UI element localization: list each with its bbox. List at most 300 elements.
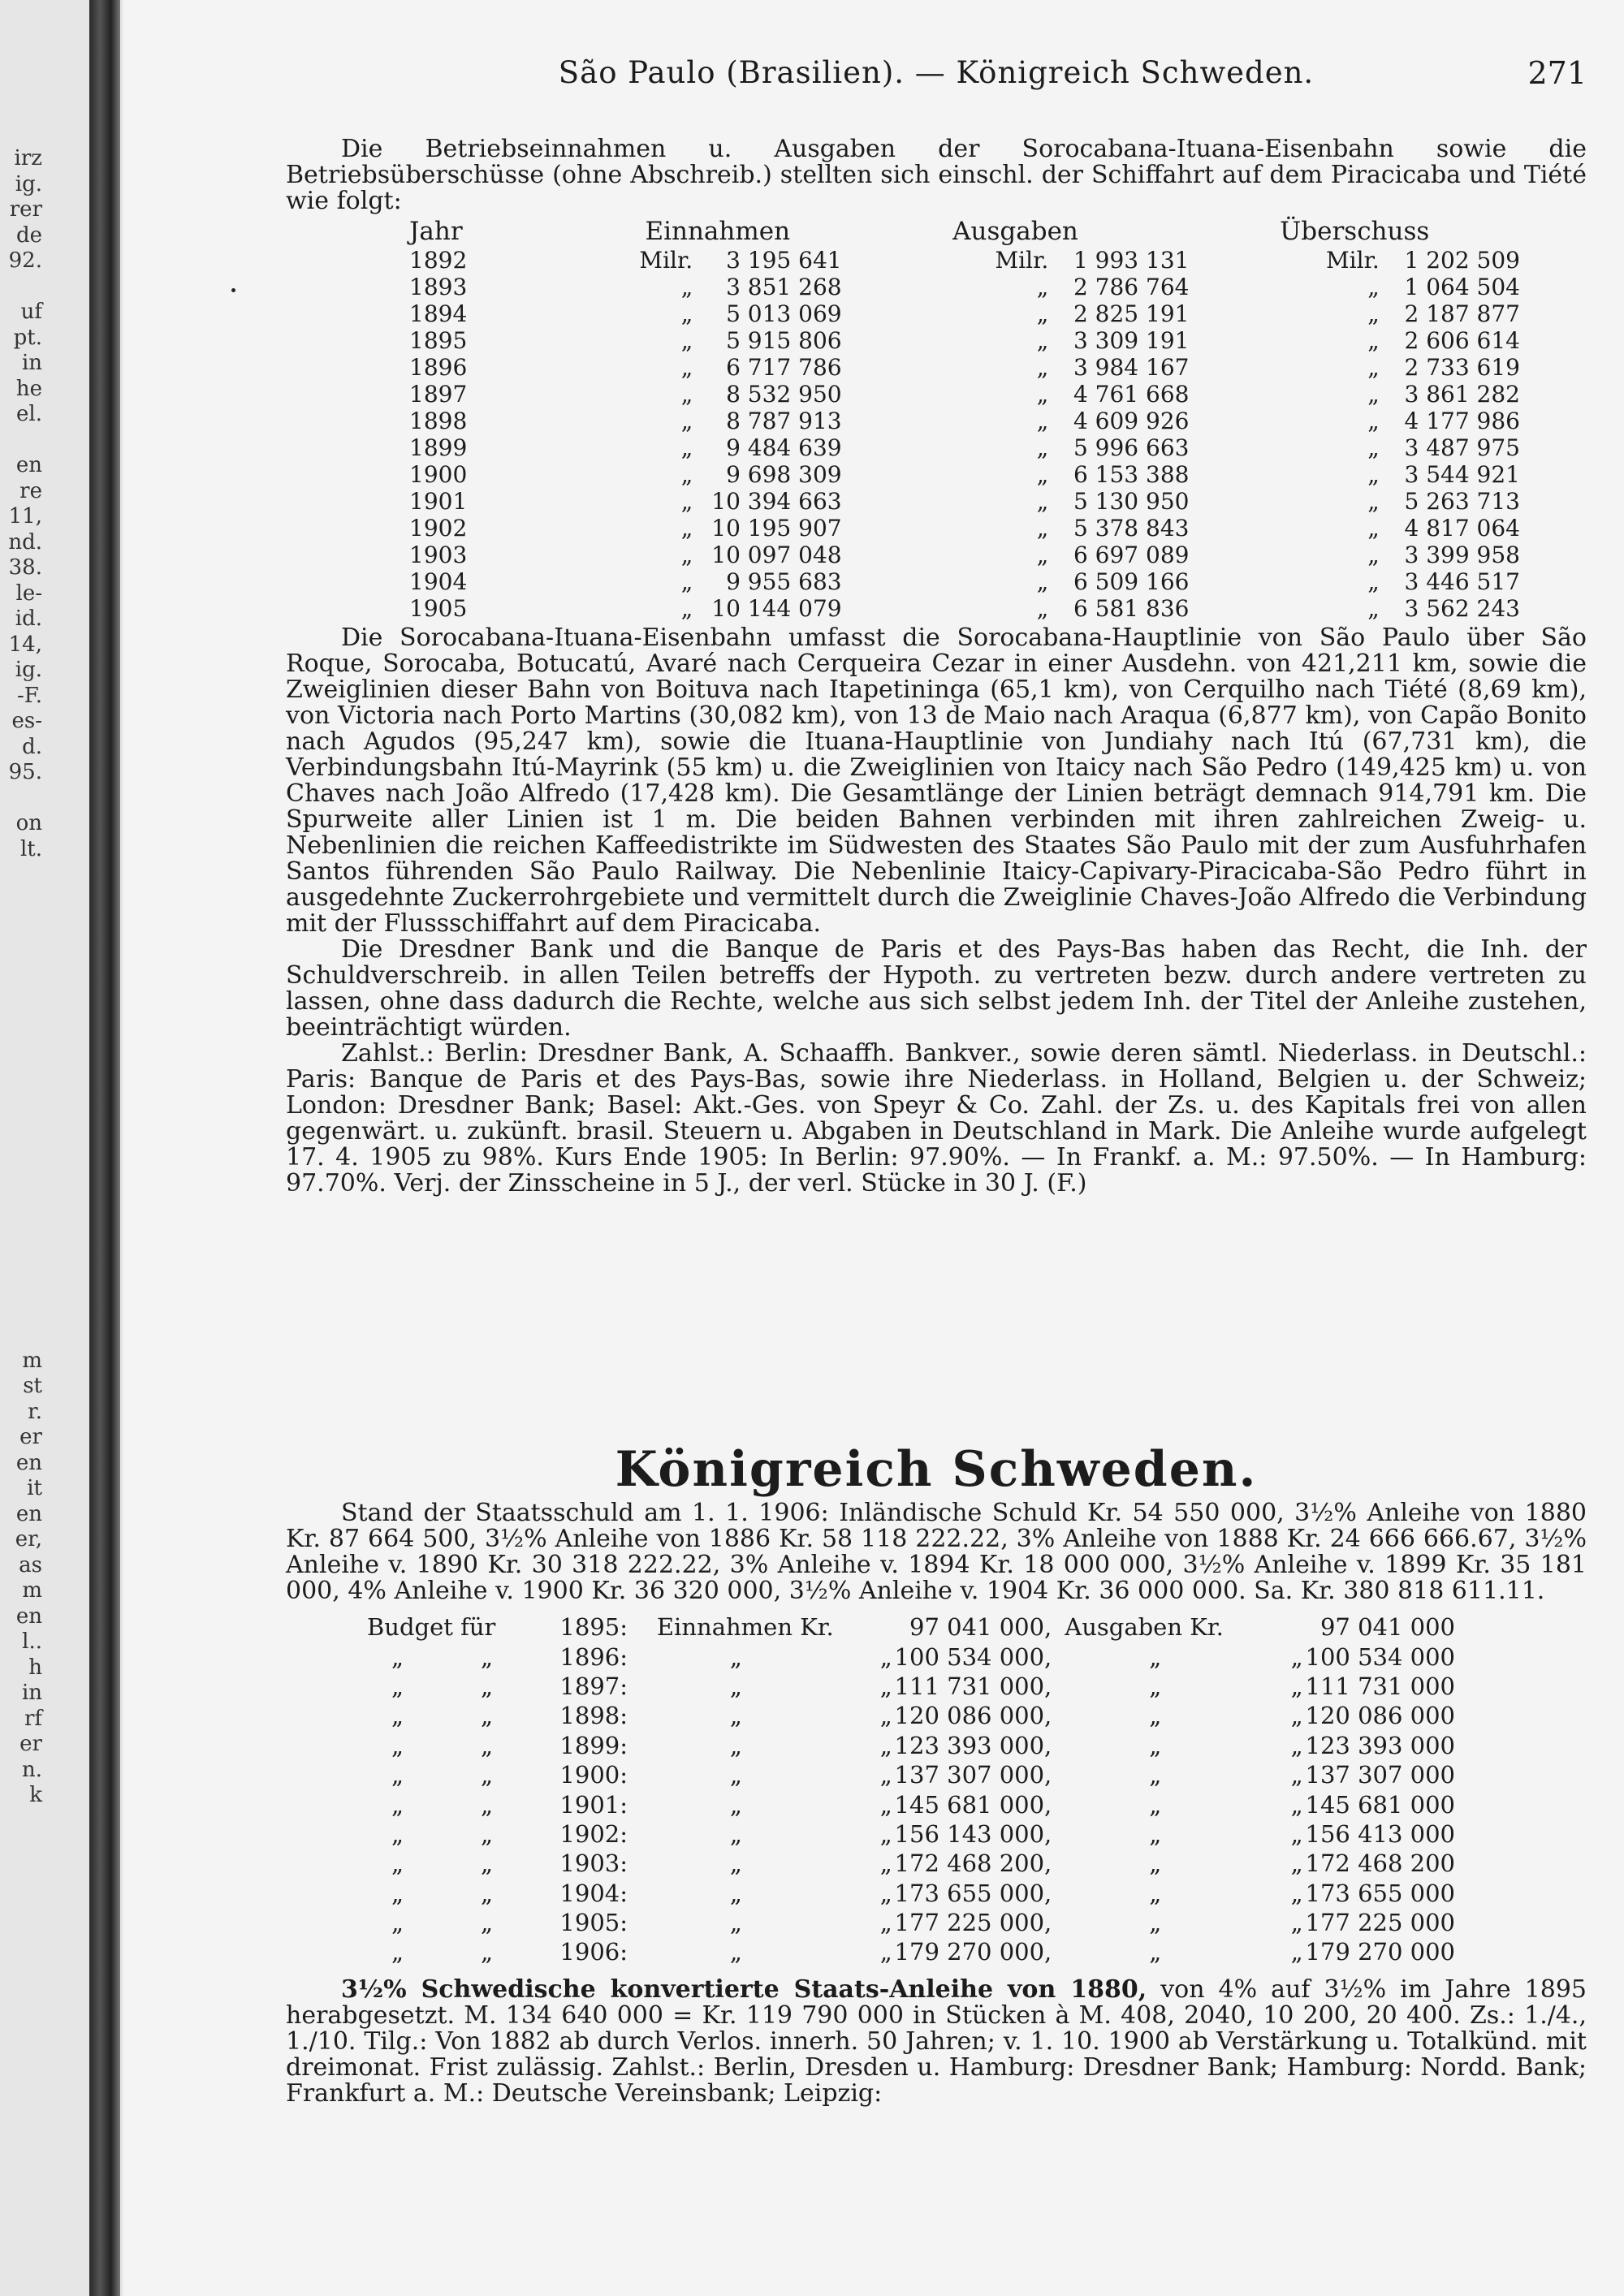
budget-ausgaben: 179 270 000	[1305, 1938, 1455, 1966]
ditto-mark	[1291, 1612, 1306, 1642]
table-row	[286, 595, 1520, 622]
ditto-mark: „	[1290, 1819, 1303, 1848]
margin-fragment	[0, 274, 42, 300]
ditto-mark: „	[391, 1672, 404, 1700]
ditto-mark: „	[1149, 1702, 1162, 1730]
ausgaben-label: Ausgaben Kr.	[1065, 1613, 1224, 1642]
cell-einnahmen: 9 698 309	[726, 461, 842, 488]
margin-fragment	[0, 1144, 42, 1170]
margin-fragment: re	[19, 478, 42, 503]
sorocabana-paragraph: Zahlst.: Berlin: Dresdner Bank, A. Schaaffh. Bankver., sowie deren sämtl. Niederlass. in Deutschl.: Paris: Banque de Paris et des Pays-Bas, sowie ihre Niederlass. in Holland, Belgien u. der Schweiz; London: Dresdner Bank; Basel: Akt.-Ges. von Speyr & Co. Zahl. der Zs. u. des Kapitals frei von allen gegenwärt. u. zukünft. brasil. Steuern u. Abgaben in Deutschland in Mark. Die Anleihe wurde aufgelegt 17. 4. 1905 zu 98%. Kurs Ende 1905: In Berlin: 97.90%. — In Frankf. a. M.: 97.50%. — In Hamburg: 97.70%. Verj. der Zinsscheine in 5 J., der verl. Stücke in 30 J. (F.)	[286, 1039, 1587, 1198]
margin-fragment: h	[28, 1655, 42, 1680]
table-row	[286, 461, 1520, 488]
ditto-mark: „	[879, 1879, 892, 1907]
ditto-mark: „	[879, 1849, 892, 1878]
budget-year: 1903:	[559, 1849, 628, 1878]
revenue-table-header-row	[286, 216, 1520, 247]
budget-ditto-cell	[286, 1908, 559, 1937]
cell-ueberschuss-prefix: „	[1367, 461, 1380, 488]
budget-label: Budget für	[367, 1613, 496, 1642]
ditto-mark: „	[729, 1790, 742, 1819]
section-title-schweden: Königreich Schweden.	[615, 1441, 1258, 1498]
table-row	[286, 1908, 1455, 1937]
table-row	[286, 1789, 1455, 1819]
cell-ausgaben-prefix: „	[1036, 274, 1049, 300]
ditto-mark: „	[1290, 1702, 1303, 1730]
table-row	[286, 300, 1520, 327]
ditto-mark: „	[879, 1731, 892, 1759]
cell-year: 1901	[409, 488, 468, 515]
cell-einnahmen: 8 787 913	[726, 408, 842, 434]
cell-einnahmen: 5 915 806	[726, 327, 842, 354]
cell-einnahmen: 3 195 641	[726, 247, 842, 274]
ditto-mark: „	[879, 1672, 892, 1700]
margin-fragment: on	[15, 811, 42, 835]
ditto-mark: „	[481, 1790, 494, 1819]
cell-ausgaben: 2 825 191	[1073, 300, 1190, 327]
previous-page-edge	[0, 0, 122, 2296]
margin-fragment: el.	[16, 402, 42, 426]
margin-fragment: d.	[22, 734, 42, 759]
cell-ueberschuss-prefix: „	[1367, 408, 1380, 434]
cell-ueberschuss-prefix: „	[1367, 542, 1380, 568]
margin-fragment	[0, 1118, 42, 1144]
budget-year: 1897:	[559, 1672, 628, 1700]
budget-einnahmen: 120 086 000,	[894, 1702, 1052, 1730]
margin-fragment	[0, 939, 42, 965]
cell-einnahmen-prefix: „	[680, 595, 693, 622]
margin-fragment: er,	[15, 1527, 42, 1552]
einnahmen-label: Einnahmen Kr.	[656, 1613, 834, 1642]
cell-einnahmen: 9 955 683	[726, 568, 842, 595]
budget-einnahmen: 173 655 000,	[894, 1879, 1052, 1907]
cell-einnahmen-prefix: „	[680, 488, 693, 515]
margin-fragment	[0, 1220, 42, 1246]
cell-ueberschuss: 2 187 877	[1404, 300, 1520, 327]
cell-ueberschuss-prefix: „	[1367, 274, 1380, 300]
cell-einnahmen-prefix: „	[680, 354, 693, 381]
ditto-mark: „	[391, 1702, 404, 1730]
budget-year: 1900:	[559, 1761, 628, 1789]
cell-einnahmen: 5 013 069	[726, 300, 842, 327]
cell-ausgaben: 6 581 836	[1073, 595, 1190, 622]
ditto-mark: „	[481, 1731, 494, 1759]
budget-ausgaben: 173 655 000	[1305, 1879, 1455, 1907]
cell-einnahmen: 10 144 079	[711, 595, 842, 622]
ditto-mark: „	[1149, 1790, 1162, 1819]
table-row	[286, 515, 1520, 542]
ditto-mark: „	[1149, 1879, 1162, 1907]
table-row	[286, 542, 1520, 568]
margin-fragment	[0, 1042, 42, 1068]
table-row	[286, 1879, 1455, 1908]
cell-ausgaben: 6 153 388	[1073, 461, 1190, 488]
margin-fragment: en	[15, 1450, 42, 1475]
margin-fragment: en	[15, 453, 42, 477]
cell-ueberschuss: 3 487 975	[1404, 434, 1520, 461]
ditto-mark: „	[729, 1849, 742, 1878]
margin-fragment	[0, 1323, 42, 1349]
cell-year: 1899	[409, 434, 468, 461]
cell-einnahmen-prefix: „	[680, 568, 693, 595]
budget-ausgaben: 145 681 000	[1305, 1790, 1455, 1819]
margin-fragment: ig.	[15, 658, 42, 682]
cell-ueberschuss-prefix: „	[1367, 354, 1380, 381]
cell-einnahmen-prefix: „	[680, 515, 693, 542]
ditto-mark: „	[729, 1819, 742, 1848]
margin-fragment: 95.	[8, 760, 42, 784]
cell-year: 1898	[409, 408, 468, 434]
cell-ausgaben-prefix: „	[1036, 434, 1049, 461]
ditto-mark: „	[879, 1761, 892, 1789]
cell-ueberschuss: 1 202 509	[1404, 247, 1520, 274]
cell-year: 1900	[409, 461, 468, 488]
margin-fragment	[0, 888, 42, 914]
page-number: 271	[1527, 55, 1587, 91]
loan-heading: 3½% Schwedische konvertierte Staats-Anleihe von 1880,	[341, 1974, 1147, 2004]
margin-fragment: rer	[9, 197, 42, 222]
margin-fragment	[0, 1271, 42, 1297]
cell-ausgaben-prefix: „	[1036, 461, 1049, 488]
table-row	[286, 1642, 1455, 1671]
margin-fragment: l..	[22, 1629, 42, 1654]
ditto-mark: „	[1290, 1731, 1303, 1759]
table-row	[286, 434, 1520, 461]
margin-fragment: 11,	[8, 504, 42, 529]
margin-fragment: m	[22, 1578, 42, 1603]
ditto-mark: „	[481, 1849, 494, 1878]
margin-fragment	[0, 1297, 42, 1323]
margin-fragment: -F.	[16, 683, 42, 708]
budget-ditto-cell	[286, 1672, 559, 1701]
cell-ueberschuss: 3 399 958	[1404, 542, 1520, 568]
budget-ausgaben: 123 393 000	[1305, 1731, 1455, 1759]
schweden-budget-table	[286, 1612, 1455, 1967]
cell-ueberschuss: 2 733 619	[1404, 354, 1520, 381]
cell-ausgaben-prefix: „	[1036, 488, 1049, 515]
margin-fragment	[0, 786, 42, 812]
ditto-mark: „	[1149, 1849, 1162, 1878]
margin-fragment	[0, 913, 42, 939]
cell-ausgaben-prefix: „	[1036, 300, 1049, 327]
table-row	[286, 327, 1520, 354]
ditto-mark: „	[729, 1642, 742, 1671]
ditto-mark: „	[879, 1938, 892, 1966]
cell-year: 1904	[409, 568, 468, 595]
ditto-mark: „	[481, 1938, 494, 1966]
ditto-mark: „	[391, 1761, 404, 1789]
margin-fragment: pt.	[13, 325, 42, 350]
cell-einnahmen-prefix: „	[680, 300, 693, 327]
cell-einnahmen: 10 394 663	[711, 488, 842, 515]
ditto-mark: „	[481, 1672, 494, 1700]
cell-year: 1895	[409, 327, 468, 354]
sorocabana-paragraph: Die Sorocabana-Ituana-Eisenbahn umfasst die Sorocabana-Hauptlinie von São Paulo über São Roque, Sorocaba, Botucatú, Avaré nach Cerqueira Cezar in einer Ausdehn. von 421,211 km, sowie die Zweiglinien dieser Bahn von Boituva nach Itapetininga (65,1 km), von Cerquilho nach Tiété (8,69 km), von Victoria nach Porto Martins (30,082 km), von 13 de Maio nach Araqua (6,877 km), von Capão Bonito nach Agudos (95,247 km), sowie die Ituana-Hauptlinie von Jundiahy nach Itú (67,731 km), die Verbindungsbahn Itú-Mayrink (55 km) u. die Zweiglinien von Itaicy nach São Pedro (149,425 km) u. von Chaves nach João Alfredo (17,428 km). Die Gesamtlänge der Linien beträgt demnach 914,791 km. Die Spurweite aller Linien ist 1 m. Die beiden Bahnen verbinden mit ihren zahlreichen Zweig- u. Nebenlinien die reichen Kaffeedistrikte im Südwesten des Staates São Paulo mit der zum Ausfuhrhafen Santos führenden São Paulo Railway. Die Nebenlinie Itaicy-Capivary-Piracicaba-São Pedro führt in ausgedehnte Zuckerrohrgebiete und vermittelt durch die Zweiglinie Chaves-João Alfredo die Verbindung mit der Flussschiffahrt auf dem Piracicaba.	[286, 624, 1587, 938]
cell-einnahmen: 10 195 907	[711, 515, 842, 542]
budget-ditto-cell	[286, 1849, 559, 1878]
margin-fragment: irz	[14, 146, 42, 170]
cell-ueberschuss: 2 606 614	[1404, 327, 1520, 354]
ditto-mark: „	[481, 1761, 494, 1789]
cell-ueberschuss-prefix: „	[1367, 595, 1380, 622]
margin-fragment: n.	[21, 1757, 42, 1782]
margin-fragment: in	[21, 1681, 42, 1705]
margin-fragment: 38.	[8, 555, 42, 580]
margin-fragment: lt.	[19, 836, 42, 861]
sorocabana-revenue-table	[286, 216, 1520, 622]
cell-year: 1896	[409, 354, 468, 381]
cell-einnahmen-prefix: „	[680, 434, 693, 461]
previous-page-text-fragments	[0, 146, 42, 1809]
cell-ausgaben: 6 697 089	[1073, 542, 1190, 568]
cell-ausgaben-prefix: „	[1036, 568, 1049, 595]
ditto-mark: „	[1149, 1938, 1162, 1966]
margin-fragment: 14,	[8, 632, 42, 657]
margin-fragment: er	[19, 1732, 42, 1756]
ditto-mark: „	[1290, 1761, 1303, 1789]
margin-fragment: he	[15, 376, 42, 401]
cell-year: 1897	[409, 381, 468, 408]
ditto-mark: „	[391, 1790, 404, 1819]
cell-einnahmen: 8 532 950	[726, 381, 842, 408]
budget-ausgaben: 177 225 000	[1305, 1909, 1455, 1937]
budget-einnahmen: 123 393 000,	[894, 1731, 1052, 1759]
budget-year: 1902:	[559, 1819, 628, 1848]
ditto-mark: „	[391, 1819, 404, 1848]
ditto-mark: „	[879, 1909, 892, 1937]
cell-ueberschuss: 4 817 064	[1404, 515, 1520, 542]
budget-ditto-cell	[286, 1819, 559, 1849]
ditto-mark: „	[729, 1672, 742, 1700]
ditto-mark: „	[1290, 1909, 1303, 1937]
table-row	[286, 247, 1520, 274]
margin-fragment: in	[21, 351, 42, 375]
margin-fragment: en	[15, 1501, 42, 1526]
margin-fragment: uf	[20, 300, 42, 324]
margin-fragment: id.	[15, 606, 42, 631]
cell-einnahmen: 10 097 048	[711, 542, 842, 568]
cell-einnahmen: 6 717 786	[726, 354, 842, 381]
cell-ausgaben: 5 996 663	[1073, 434, 1190, 461]
cell-ueberschuss: 3 861 282	[1404, 381, 1520, 408]
budget-ditto-cell	[286, 1879, 559, 1908]
column-header-ausgaben: Ausgaben	[952, 217, 1078, 246]
budget-year: 1904:	[559, 1879, 628, 1907]
budget-year: 1898:	[559, 1702, 628, 1730]
table-row	[286, 354, 1520, 381]
margin-fragment: le-	[15, 580, 42, 606]
book-page	[123, 0, 1624, 2296]
budget-year: 1901:	[559, 1790, 628, 1819]
margin-fragment: de	[15, 222, 42, 248]
ditto-mark: „	[481, 1909, 494, 1937]
column-header-ueberschuss: Überschuss	[1280, 217, 1430, 246]
cell-ausgaben-prefix: „	[1036, 595, 1049, 622]
budget-ausgaben: 111 731 000	[1305, 1672, 1455, 1700]
budget-einnahmen: 179 270 000,	[894, 1938, 1052, 1966]
budget-ausgaben: 137 307 000	[1305, 1761, 1455, 1789]
table-row	[286, 568, 1520, 595]
cell-einnahmen: 9 484 639	[726, 434, 842, 461]
ditto-mark: „	[1290, 1879, 1303, 1907]
budget-ditto-cell	[286, 1937, 559, 1966]
margin-fragment: en	[15, 1603, 42, 1629]
budget-year: 1906:	[559, 1938, 628, 1966]
budget-einnahmen: 145 681 000,	[894, 1790, 1052, 1819]
running-header-title: São Paulo (Brasilien). — Königreich Schweden.	[558, 55, 1315, 90]
ditto-mark: „	[1290, 1938, 1303, 1966]
ditto-mark: „	[391, 1642, 404, 1671]
budget-einnahmen: 156 143 000,	[894, 1819, 1052, 1848]
table-row	[286, 1672, 1455, 1701]
column-header-einnahmen: Einnahmen	[645, 217, 791, 246]
cell-ueberschuss-prefix: Milr.	[1325, 247, 1380, 274]
sorocabana-section	[286, 136, 1587, 1197]
margin-fragment: rf	[24, 1706, 42, 1731]
budget-einnahmen: 111 731 000,	[894, 1672, 1052, 1700]
cell-ausgaben-prefix: „	[1036, 542, 1049, 568]
cell-ausgaben: 1 993 131	[1073, 247, 1190, 274]
cell-ausgaben: 5 130 950	[1073, 488, 1190, 515]
margin-fragment	[0, 1093, 42, 1119]
ditto-mark: „	[481, 1702, 494, 1730]
ditto-mark: „	[1290, 1790, 1303, 1819]
column-header-year: Jahr	[409, 217, 463, 246]
budget-year: 1899:	[559, 1731, 628, 1759]
budget-ditto-cell	[286, 1789, 559, 1819]
cell-ausgaben-prefix: „	[1036, 515, 1049, 542]
ditto-mark: „	[729, 1909, 742, 1937]
table-row	[286, 1701, 1455, 1730]
ditto-mark: „	[729, 1879, 742, 1907]
ditto-mark: „	[391, 1879, 404, 1907]
cell-einnahmen-prefix: „	[680, 461, 693, 488]
schweden-section	[286, 1500, 1587, 2107]
budget-table-body	[286, 1612, 1455, 1967]
cell-einnahmen-prefix: „	[680, 542, 693, 568]
budget-year: 1905:	[559, 1909, 628, 1937]
table-row	[286, 488, 1520, 515]
sorocabana-paragraph: Die Dresdner Bank und die Banque de Paris et des Pays-Bas haben das Recht, die Inh. der Schuldverschreib. in allen Teilen betreffs der Hypoth. zu vertreten bezw. durch andere vertreten zu lassen, ohne dass dadurch die Rechte, welche aus sich selbst jedem Inh. der Titel der Anleihe zustehen, beeinträchtigt würden.	[286, 935, 1587, 1042]
cell-ausgaben: 4 609 926	[1073, 408, 1190, 434]
cell-ausgaben: 4 761 668	[1073, 381, 1190, 408]
cell-ueberschuss: 3 544 921	[1404, 461, 1520, 488]
running-header	[286, 55, 1587, 96]
budget-einnahmen: 177 225 000,	[894, 1909, 1052, 1937]
cell-einnahmen-prefix: Milr.	[639, 247, 693, 274]
sorocabana-intro-paragraph: Die Betriebseinnahmen u. Ausgaben der Sorocabana-Ituana-Eisenbahn sowie die Betriebsüberschüsse (ohne Abschreib.) stellten sich einschl. der Schiffahrt auf dem Piracicaba und Tiété wie folgt:	[286, 135, 1587, 215]
table-row	[286, 1819, 1455, 1849]
ditto-mark: „	[879, 1702, 892, 1730]
cell-ueberschuss-prefix: „	[1367, 515, 1380, 542]
cell-year: 1894	[409, 300, 468, 327]
table-row	[286, 1760, 1455, 1789]
cell-ueberschuss: 4 177 986	[1404, 408, 1520, 434]
margin-fragment: 92.	[8, 248, 42, 273]
budget-einnahmen: 97 041 000,	[909, 1613, 1052, 1642]
table-row	[286, 1731, 1455, 1760]
cell-ausgaben-prefix: „	[1036, 327, 1049, 354]
ditto-mark: „	[391, 1938, 404, 1966]
cell-year: 1902	[409, 515, 468, 542]
cell-ueberschuss-prefix: „	[1367, 300, 1380, 327]
cell-einnahmen-prefix: „	[680, 327, 693, 354]
cell-einnahmen-prefix: „	[680, 381, 693, 408]
margin-fragment	[0, 862, 42, 888]
cell-ueberschuss: 3 446 517	[1404, 568, 1520, 595]
print-speck	[231, 288, 235, 292]
ditto-mark	[880, 1612, 895, 1642]
budget-einnahmen: 172 468 200,	[894, 1849, 1052, 1878]
ditto-mark: „	[1149, 1819, 1162, 1848]
ditto-mark: „	[729, 1938, 742, 1966]
ditto-mark: „	[1149, 1642, 1162, 1671]
cell-einnahmen: 3 851 268	[726, 274, 842, 300]
budget-ditto-cell	[286, 1701, 559, 1730]
ditto-mark: „	[1149, 1672, 1162, 1700]
ditto-mark: „	[391, 1909, 404, 1937]
margin-fragment: r.	[28, 1399, 42, 1424]
ditto-mark: „	[391, 1731, 404, 1759]
schweden-debt-paragraph: Stand der Staatsschuld am 1. 1. 1906: Inländische Schuld Kr. 54 550 000, 3½% Anleihe von 1880 Kr. 87 664 500, 3½% Anleihe von 1886 Kr. 58 118 222.22, 3% Anleihe von 1888 Kr. 24 666 666.67, 3½% Anleihe v. 1890 Kr. 30 318 222.22, 3% Anleihe v. 1894 Kr. 18 000 000, 3½% Anleihe v. 1899 Kr. 35 181 000, 4% Anleihe v. 1900 Kr. 36 320 000, 3½% Anleihe v. 1904 Kr. 36 000 000. Sa. Kr. 380 818 611.11.	[286, 1499, 1587, 1605]
margin-fragment	[0, 1169, 42, 1195]
ditto-mark: „	[1149, 1761, 1162, 1789]
cell-ueberschuss-prefix: „	[1367, 568, 1380, 595]
ditto-mark: „	[1290, 1642, 1303, 1671]
ditto-mark: „	[879, 1819, 892, 1848]
sorocabana-paragraphs	[286, 625, 1587, 1197]
cell-year: 1905	[409, 595, 468, 622]
table-row	[286, 408, 1520, 434]
margin-fragment: k	[29, 1783, 42, 1807]
margin-fragment: nd.	[8, 529, 42, 555]
ditto-mark: „	[481, 1879, 494, 1907]
margin-fragment	[0, 1016, 42, 1042]
margin-fragment	[0, 990, 42, 1016]
cell-ausgaben: 2 786 764	[1073, 274, 1190, 300]
ditto-mark: „	[1290, 1849, 1303, 1878]
cell-ausgaben: 3 984 167	[1073, 354, 1190, 381]
margin-fragment: as	[19, 1552, 42, 1577]
budget-ditto-cell	[286, 1760, 559, 1789]
ditto-mark: „	[481, 1642, 494, 1671]
revenue-table-body	[286, 247, 1520, 622]
table-row	[286, 1937, 1455, 1966]
table-row	[286, 381, 1520, 408]
ditto-mark: „	[391, 1849, 404, 1878]
budget-year: 1895:	[559, 1613, 628, 1642]
ditto-mark: „	[1149, 1909, 1162, 1937]
budget-ausgaben: 97 041 000	[1320, 1613, 1455, 1642]
book-spine-shadow	[89, 0, 120, 2296]
table-row	[286, 1612, 1455, 1642]
margin-fragment: es-	[11, 709, 42, 733]
budget-ditto-cell	[286, 1731, 559, 1760]
margin-fragment	[0, 1067, 42, 1093]
budget-ditto-cell	[286, 1642, 559, 1671]
ditto-mark: „	[729, 1702, 742, 1730]
cell-ueberschuss-prefix: „	[1367, 488, 1380, 515]
cell-ausgaben-prefix: Milr.	[995, 247, 1049, 274]
margin-fragment	[0, 965, 42, 990]
margin-fragment	[0, 428, 42, 454]
cell-year: 1903	[409, 542, 468, 568]
ditto-mark: „	[729, 1731, 742, 1759]
loan-text: von 4% auf 3½% im Jahre 1895 herabgesetzt. M. 134 640 000 = Kr. 119 790 000 in Stücken à M. 408, 2040, 10 200, 20 400. Zs.: 1./4., 1./10. Tilg.: Von 1882 ab durch Verlos. innerh. 50 Jahren; v. 1. 10. 1900 ab Verstärkung u. Totalkünd. mit dreimonat. Frist zulässig. Zahlst.: Berlin, Dresden u. Hamburg: Dresdner Bank; Hamburg: Nordd. Bank; Frankfurt a. M.: Deutsche Vereinsbank; Leipzig:	[286, 1974, 1587, 2108]
cell-ueberschuss-prefix: „	[1367, 434, 1380, 461]
ditto-mark: „	[1290, 1672, 1303, 1700]
budget-einnahmen: 137 307 000,	[894, 1761, 1052, 1789]
